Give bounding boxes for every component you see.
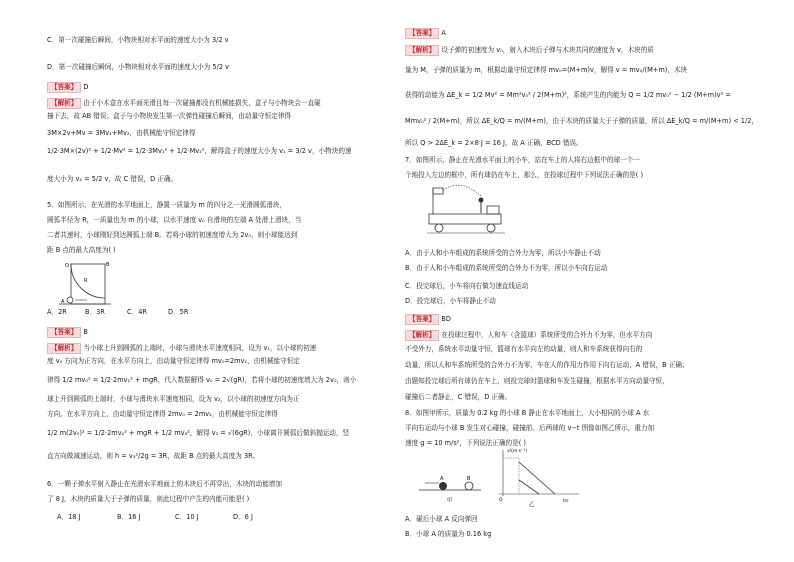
q8-text: 速度 g = 10 m/s²，下列说法正确的是( ) (405, 439, 526, 447)
cart-body (429, 214, 501, 224)
analysis-line: 不受外力，系统水平动量守恒，篮球有水平向左的动量，则人和车系统获得向右的 (405, 345, 643, 353)
analysis-line: 1/2 m(2v₀)² = 1/2·2mv₂² + mgR + 1/2 mv₃²，解得 v₃ = √(6gR)，小球离开圆弧后做斜抛运动，竖 (47, 429, 350, 437)
q8-option-b: B．小球 A 的质量为 0.16 kg (405, 530, 492, 538)
analysis-line: 度 v₀ 方向为正方向，在水平方向上，由动量守恒定律得 mv₀=2mv₁，由机械能守恒定 (47, 357, 300, 365)
q5-text: 5．如图所示，在光滑的水平地面上，静置一质量为 m 的四分之一光滑圆弧滑块， (47, 201, 286, 209)
q6-option-d: D．6 J (233, 513, 253, 521)
analysis-line: 【解析】 由于小木盒在水平面光滑且每一次碰撞都没有机械能损失，盒子与小物块会一直碰 (47, 98, 321, 109)
q7-option-c: C．投完球后，小车将向右做匀速直线运动 (405, 282, 529, 290)
q5-answer: 【答案】 B (47, 327, 88, 338)
analysis-line: 度大小为 v₂ = 5/2 v，故 C 错误，D 正确。 (47, 175, 178, 183)
answer-tag: 【答案】 (47, 82, 81, 93)
analysis-line: 撞下去，故 AB 错误；盒子与小物块发生第一次弹性碰撞后瞬间，由动量守恒定律得 (47, 112, 292, 120)
ball (67, 297, 73, 303)
q5-option-d: D．5R (168, 308, 189, 316)
q8-text: 平向右运动与小球 B 发生对心碰撞，碰撞前、后两球的 v−t 图像如图乙所示，重力加 (405, 424, 655, 432)
q6-option-b: B．16 J (117, 513, 141, 521)
q7-figure (425, 180, 507, 236)
label-a: A (61, 299, 65, 305)
analysis-line: 【解析】 当小球上升到圆弧的上端时，小球与滑块水平速度相同，设为 v₁，以小球的初速 (47, 343, 316, 354)
q4-answer (47, 82, 88, 93)
q7-text: 7．如图所示，静止在光滑水平面上的小车，站在车上的人将右边框中的球一个一 (405, 156, 640, 164)
q5-text: 距 B 点的最大高度为( ) (47, 246, 116, 254)
q7-text: 个地投入左边的框中，所有球仍在车上，那么，在投球过程中下列说法正确的是( ) (405, 171, 644, 179)
right-box (487, 206, 499, 214)
cart-wheel-right (487, 224, 495, 232)
analysis-line: 律得 1/2 mv₀² = 1/2·2mv₁² + mgR，代入数据解得 v₀ = 2√(gR)，若将小球的初速度增大为 2v₀，则小 (47, 376, 357, 384)
q5-text: 二者共速时，小球刚好到达圆弧上端 B。若将小球的初速度增大为 2v₀，则小球能达到 (47, 231, 298, 239)
q6-option-c: C．10 J (175, 513, 199, 521)
person-head (479, 198, 484, 203)
ball-a (439, 482, 447, 490)
analysis-line: 【解析】 设子弹的初速度为 v₀，射入木块后子弹与木块共同的速度为 v，木块的质 (405, 45, 654, 56)
q4-option-d: D．第一次碰撞后瞬间，小物块相对水平面的速度大小为 5/2 v (47, 63, 230, 71)
caption-yi: 乙 (529, 502, 535, 508)
analysis-line: Mmv₀² / 2(M+m)，所以 ΔE_k/Q = m/(M+m)，由于木块的质量大于子弹的质量，所以 ΔE_k/Q = m/(M+m) < 1/2， (405, 117, 758, 125)
axis-t-label: t/s (563, 499, 569, 504)
q6-text: 6．一颗子弹水平射入静止在光滑水平地面上的木块后不再穿出，木块的动能增加 (47, 480, 282, 488)
q7-option-b: B．由于人和小车组成的系统所受的合外力不为零，所以小车向右运动 (405, 264, 608, 272)
q8-option-a: A．碰后小球 A 反向弹回 (405, 515, 478, 523)
analysis-line: 1/2·3M×(2v)² + 1/2·Mv² = 1/2·3Mv₁² + 1/2·Mv₂²，解得盒子的速度大小为 v₁ = 3/2 v，小物块的速 (47, 147, 352, 155)
q5-figure (57, 258, 113, 308)
analysis-line: 3M×2v+Mv = 3Mv₁+Mv₂，由机械能守恒定律得 (47, 129, 196, 137)
analysis-tag: 【解析】 (47, 98, 81, 109)
q7-option-a: A．由于人和小车组成的系统所受的合外力为零，所以小车静止不动 (405, 249, 601, 257)
label-o: O (65, 263, 69, 269)
analysis-line: 获得的动能为 ΔE_k = 1/2 Mv² = Mm²v₀² / 2(M+m)²，系统产生的内能为 Q = 1/2 mv₀² − 1/2 (M+m)v² = (405, 91, 731, 99)
axis-v-label: v/(m·s⁻¹) (507, 449, 528, 454)
q6-option-a: A．18 J (57, 513, 81, 521)
q5-option-b: B．3R (85, 308, 105, 316)
left-basket (433, 188, 443, 194)
origin-label: O (499, 498, 503, 503)
graph-line-b (519, 462, 555, 494)
throw-trajectory (443, 185, 481, 196)
analysis-line: 量为 M，子弹的质量为 m，根据动量守恒定律得 mv₀=(M+m)v，解得 v = mv₀/(M+m)，木块 (405, 66, 688, 74)
cart-wheel-left (435, 224, 443, 232)
q6-text: 了 8 J，木块的质量大于子弹的质量，则此过程中产生的内能可能是( ) (47, 495, 250, 503)
graph-line-a (519, 480, 539, 494)
analysis-line: 方向，在水平方向上，由动量守恒定律得 2mv₀ = 2mv₂，由机械能守恒定律得 (47, 410, 278, 418)
analysis-line: 【解析】 在投球过程中，人和车（含篮球）系统所受的合外力不为零，但水平方向 (405, 330, 652, 341)
analysis-line: 直方向做减速运动，则 h = v₃²/2g = 3R，故距 B 点的最大高度为 3R。 (47, 452, 260, 460)
q7-answer: 【答案】 BD (405, 314, 451, 325)
label-b: B (106, 262, 110, 268)
q5-text: 圆弧半径为 R，一质量也为 m 的小球，以水平速度 v₀ 自滑块的左端 A 处滑上滑块，当 (47, 216, 302, 224)
answer-value: D (83, 83, 89, 91)
caption-jia: 甲 (447, 498, 453, 504)
q5-option-c: C．4R (127, 308, 147, 316)
label-a: A (440, 476, 444, 482)
q7-option-d: D．投完球后，小车将静止不动 (405, 297, 496, 305)
ball-b (465, 482, 473, 490)
q4-option-c: C．第一次碰撞后瞬间，小物块相对水平面的速度大小为 3/2 v (47, 36, 229, 44)
label-b: B (467, 476, 471, 482)
arc-surface (71, 264, 105, 298)
q6-answer: 【答案】 A (405, 28, 446, 39)
analysis-line: 由题知投完球后所有球仍在车上，则投完球时篮球和车发生碰撞，根据水平方向动量守恒， (405, 377, 669, 385)
label-r: R (84, 278, 88, 284)
analysis-line: 所以 Q > 2ΔE_k = 2×8 J = 16 J，故 A 正确，BCD 错误。 (405, 139, 583, 147)
analysis-line: 球上升到圆弧的上端时，小球与滑块水平速度相同，设为 v₂，以小球的初速度方向为正 (47, 395, 300, 403)
q8-figure (415, 446, 585, 508)
analysis-line: 碰撞后二者静止，C 错误，D 正确。 (405, 393, 512, 401)
analysis-line: 动量，所以人和车系统所受的合外力不为零，车在人的作用力作用下向右运动，A 错误，B 正确； (405, 361, 689, 369)
q8-text: 8．如图甲所示，质量为 0.2 kg 的小球 B 静止在水平地面上，大小相同的小球 A 水 (405, 409, 650, 417)
q5-option-a: A．2R (47, 308, 67, 316)
